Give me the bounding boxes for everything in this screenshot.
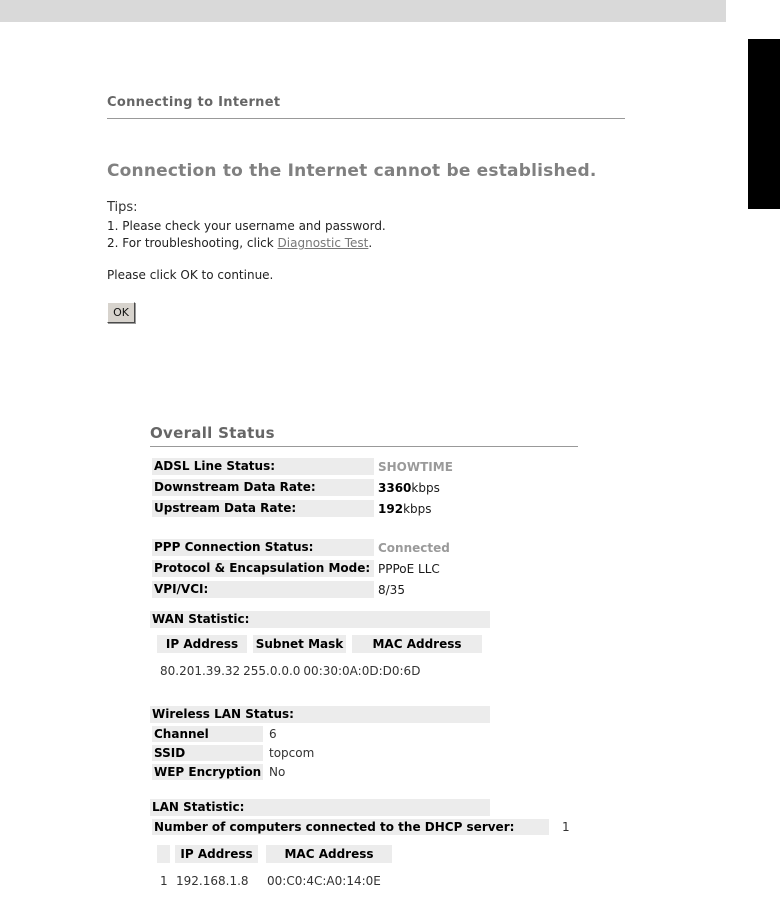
protocol-mode-row (152, 560, 580, 577)
wan-subnet-mask: 255.0.0.0 (243, 664, 301, 678)
downstream-rate-row (152, 479, 580, 496)
lan-ip-address: 192.168.1.8 (176, 874, 249, 888)
vpi-vci-value: 8/35 (378, 582, 405, 597)
vpi-vci-label: VPI/VCI: (152, 581, 374, 598)
wan-statistic-header: WAN Statistic: (150, 611, 490, 628)
connecting-section (107, 95, 625, 323)
section-divider (150, 446, 578, 447)
adsl-line-status-value: SHOWTIME (378, 459, 453, 474)
connecting-section-title: Connecting to Internet (107, 95, 281, 110)
dhcp-count-row (152, 819, 580, 835)
overall-status-section (150, 418, 580, 889)
lan-col-index (157, 845, 170, 863)
wireless-channel-value: 6 (269, 727, 277, 741)
adsl-line-status-row (152, 458, 580, 475)
wireless-status-rows (150, 726, 580, 780)
wireless-wep-row (152, 764, 580, 780)
wireless-wep-value: No (269, 765, 286, 779)
lan-col-mac-address: MAC Address (266, 845, 392, 863)
lan-row-index: 1 (160, 874, 168, 888)
wan-ip-address: 80.201.39.32 (160, 664, 241, 678)
row-group-gap (150, 521, 580, 539)
downstream-rate-label: Downstream Data Rate: (152, 479, 374, 496)
dhcp-count-label: Number of computers connected to the DHCP server: (152, 819, 549, 835)
diagnostic-test-link[interactable]: Diagnostic Test (277, 236, 369, 250)
adsl-status-rows (150, 458, 580, 598)
wan-col-subnet-mask: Subnet Mask (253, 635, 346, 653)
upstream-rate-unit: kbps (403, 501, 432, 516)
downstream-rate-value: 3360 (378, 480, 412, 495)
wireless-ssid-row (152, 745, 580, 761)
wan-col-mac-address: MAC Address (352, 635, 482, 653)
upstream-rate-row (152, 500, 580, 517)
ppp-status-value: Connected (378, 540, 450, 555)
wireless-wep-label: WEP Encryption (154, 765, 262, 779)
tip-troubleshooting (107, 236, 625, 251)
adsl-line-status-label: ADSL Line Status: (152, 458, 374, 475)
wireless-ssid-label: SSID (152, 745, 263, 761)
continue-instruction: Please click OK to continue. (107, 268, 274, 282)
protocol-mode-label: Protocol & Encapsulation Mode: (152, 560, 374, 577)
upstream-rate-value: 192 (378, 501, 404, 516)
overall-status-title: Overall Status (150, 424, 275, 442)
wireless-status-header: Wireless LAN Status: (150, 706, 490, 723)
ok-button[interactable]: OK (107, 302, 135, 323)
wan-mac-address: 00:30:0A:0D:D0:6D (303, 664, 421, 678)
ppp-status-row (152, 539, 580, 556)
tips-label: Tips: (107, 200, 138, 215)
wan-table-header-row (150, 635, 580, 653)
dhcp-count-value: 1 (562, 820, 570, 834)
wan-table-row (150, 664, 580, 679)
ppp-status-label: PPP Connection Status: (152, 539, 374, 556)
tip-troubleshooting-prefix: 2. For troubleshooting, click (107, 236, 278, 250)
wireless-channel-row (152, 726, 580, 742)
wireless-channel-label: Channel (152, 726, 263, 742)
lan-table-header-row (150, 845, 580, 863)
upstream-rate-label: Upstream Data Rate: (152, 500, 374, 517)
tip-check-credentials: 1. Please check your username and password. (107, 219, 386, 233)
wan-col-ip-address: IP Address (157, 635, 247, 653)
downstream-rate-unit: kbps (411, 480, 440, 495)
lan-mac-address: 00:C0:4C:A0:14:0E (267, 874, 381, 888)
connection-error-message: Connection to the Internet cannot be established. (107, 161, 597, 181)
top-gray-bar (0, 0, 726, 22)
section-divider (107, 118, 625, 119)
right-black-panel (748, 39, 780, 209)
lan-statistic-header: LAN Statistic: (150, 799, 490, 816)
lan-table-row (150, 874, 580, 889)
wireless-ssid-value: topcom (269, 746, 315, 760)
lan-col-ip-address: IP Address (175, 845, 258, 863)
protocol-mode-value: PPPoE LLC (378, 561, 440, 576)
vpi-vci-row (152, 581, 580, 598)
tip-troubleshooting-suffix: . (368, 236, 373, 250)
